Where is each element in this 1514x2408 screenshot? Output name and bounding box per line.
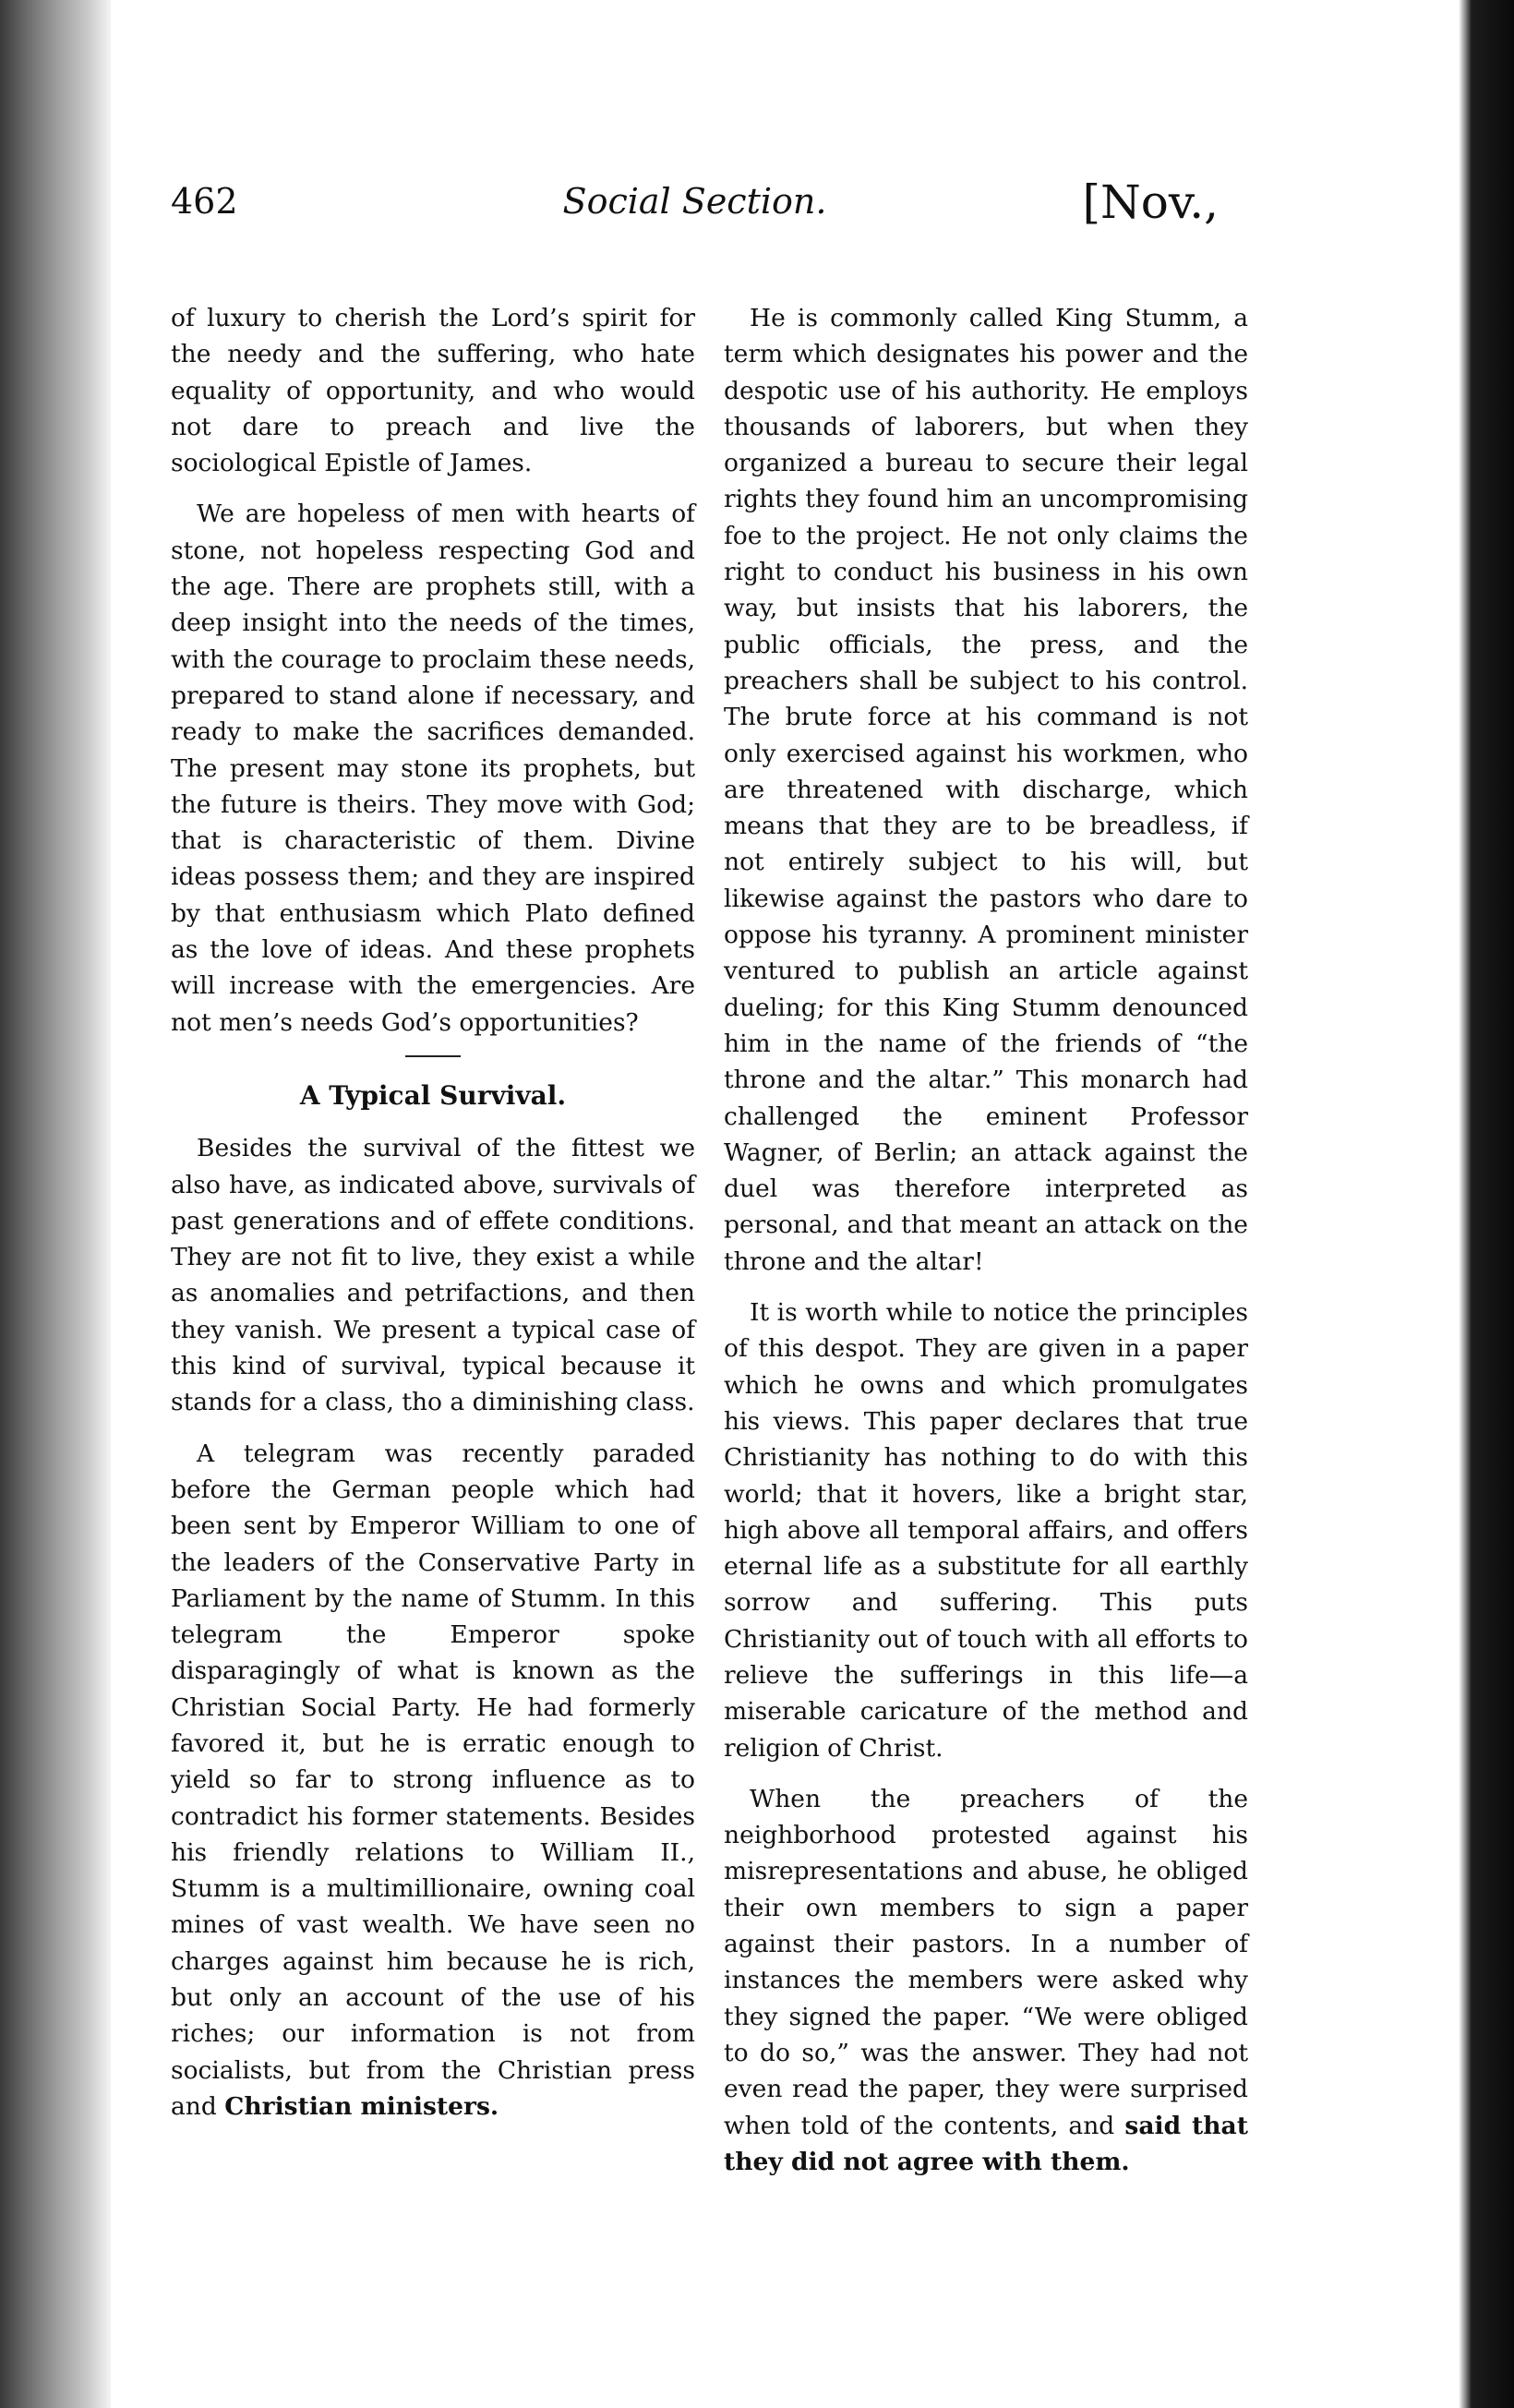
paragraph: of luxury to cherish the Lord’s spirit for the needy and the suffering, who hate equality of opportunity, and who would not dare to preach and live the sociological Epistle of James. — [171, 304, 695, 478]
paragraph-tail: Christian ministers. — [224, 2091, 499, 2121]
book-spine-shadow — [0, 0, 111, 2408]
paragraph-tail: said that they did not agree with them. — [724, 2111, 1248, 2176]
section-divider — [405, 1055, 461, 1057]
section-title: Social Section. — [562, 181, 827, 222]
paragraph-text: A telegram was recently paraded before the German people which had been sent by Emperor William to one of the leaders of the Conservative Party in Parliament by the name of Stumm. In this telegram the Emperor spoke disparagingly of what is known as the Christian Social Party. He had formerly favored it, but he is erratic enough to yield so far to strong influence as to contradict his former statements. Besides his friendly relations to William II., Stumm is a multimillionaire, owning coal mines of vast wealth. We have seen no charges against him because he is rich, but only an account of the use of his riches; our information is not from socialists, but from the Christian press and — [171, 1439, 695, 2121]
paragraph — [724, 1781, 1248, 2180]
subheading: A Typical Survival. — [299, 1079, 567, 1111]
paragraph: We are hopeless of men with hearts of stone, not hopeless respecting God and the age. There are prophets still, with a deep insight into the needs of the times, with the courage to proclaim these needs, prepared to stand alone if necessary, and ready to make the sacrifices demanded. The present may stone its prophets, but the future is theirs. They move with God; that is characteristic of them. Divine ideas possess them; and they are inspired by that enthusiasm which Plato defined as the love of ideas. And these prophets will increase with the emergencies. Are not men’s needs God’s opportunities? — [171, 500, 695, 1037]
paragraph — [171, 1436, 695, 2125]
running-header — [171, 175, 1219, 249]
paragraph: He is commonly called King Stumm, a term which designates his power and the despotic use of his authority. He employs thousands of laborers, but when they organized a bureau to secure their legal rights they found him an uncompromising foe to the project. He not only claims the right to conduct his business in his own way, but insists that his laborers, the public officials, the press, and the preachers shall be subject to his control. The brute force at his command is not only exercised against his workmen, who are threatened with discharge, which means that they are to be breadless, if not entirely subject to his will, but likewise against the pastors who dare to oppose his tyranny. A prominent minister ventured to publish an article against dueling; for this King Stumm denounced him in the name of the friends of “the throne and the altar.” This monarch had challenged the eminent Professor Wagner, of Berlin; an attack against the duel was therefore interpreted as personal, and that meant an attack on the throne and the altar! — [724, 304, 1248, 1276]
paragraph: Besides the survival of the fittest we also have, as indicated above, survivals of past generations and of effete conditions. They are not fit to live, they exist a while as anomalies and petrifactions, and then they vanish. We present a typical case of this kind of survival, typical because it stands for a class, tho a diminishing class. — [171, 1134, 695, 1417]
issue-month: [Nov., — [1082, 175, 1219, 229]
paragraph-text: When the preachers of the neighborhood protested against his misrepresentations and abuse, he obliged their own members to sign a paper against their pastors. In a number of instances the members were asked why they signed the paper. “We were obliged to do so,” was the answer. They had not even read the paper, they were surprised when told of the contents, and — [724, 1784, 1248, 2140]
left-column — [171, 300, 695, 2139]
book-edge-shadow — [1459, 0, 1514, 2408]
page-number: 462 — [171, 181, 238, 222]
right-column — [724, 300, 1248, 2195]
paragraph: It is worth while to notice the principles of this despot. They are given in a paper which he owns and which promulgates his views. This paper declares that true Christianity has nothing to do with this world; that it hovers, like a bright star, high above all temporal affairs, and offers eternal life as a substitute for all earthly sorrow and suffering. This puts Christianity out of touch with all efforts to relieve the sufferings in this life—a miserable caricature of the method and religion of Christ. — [724, 1298, 1248, 1763]
